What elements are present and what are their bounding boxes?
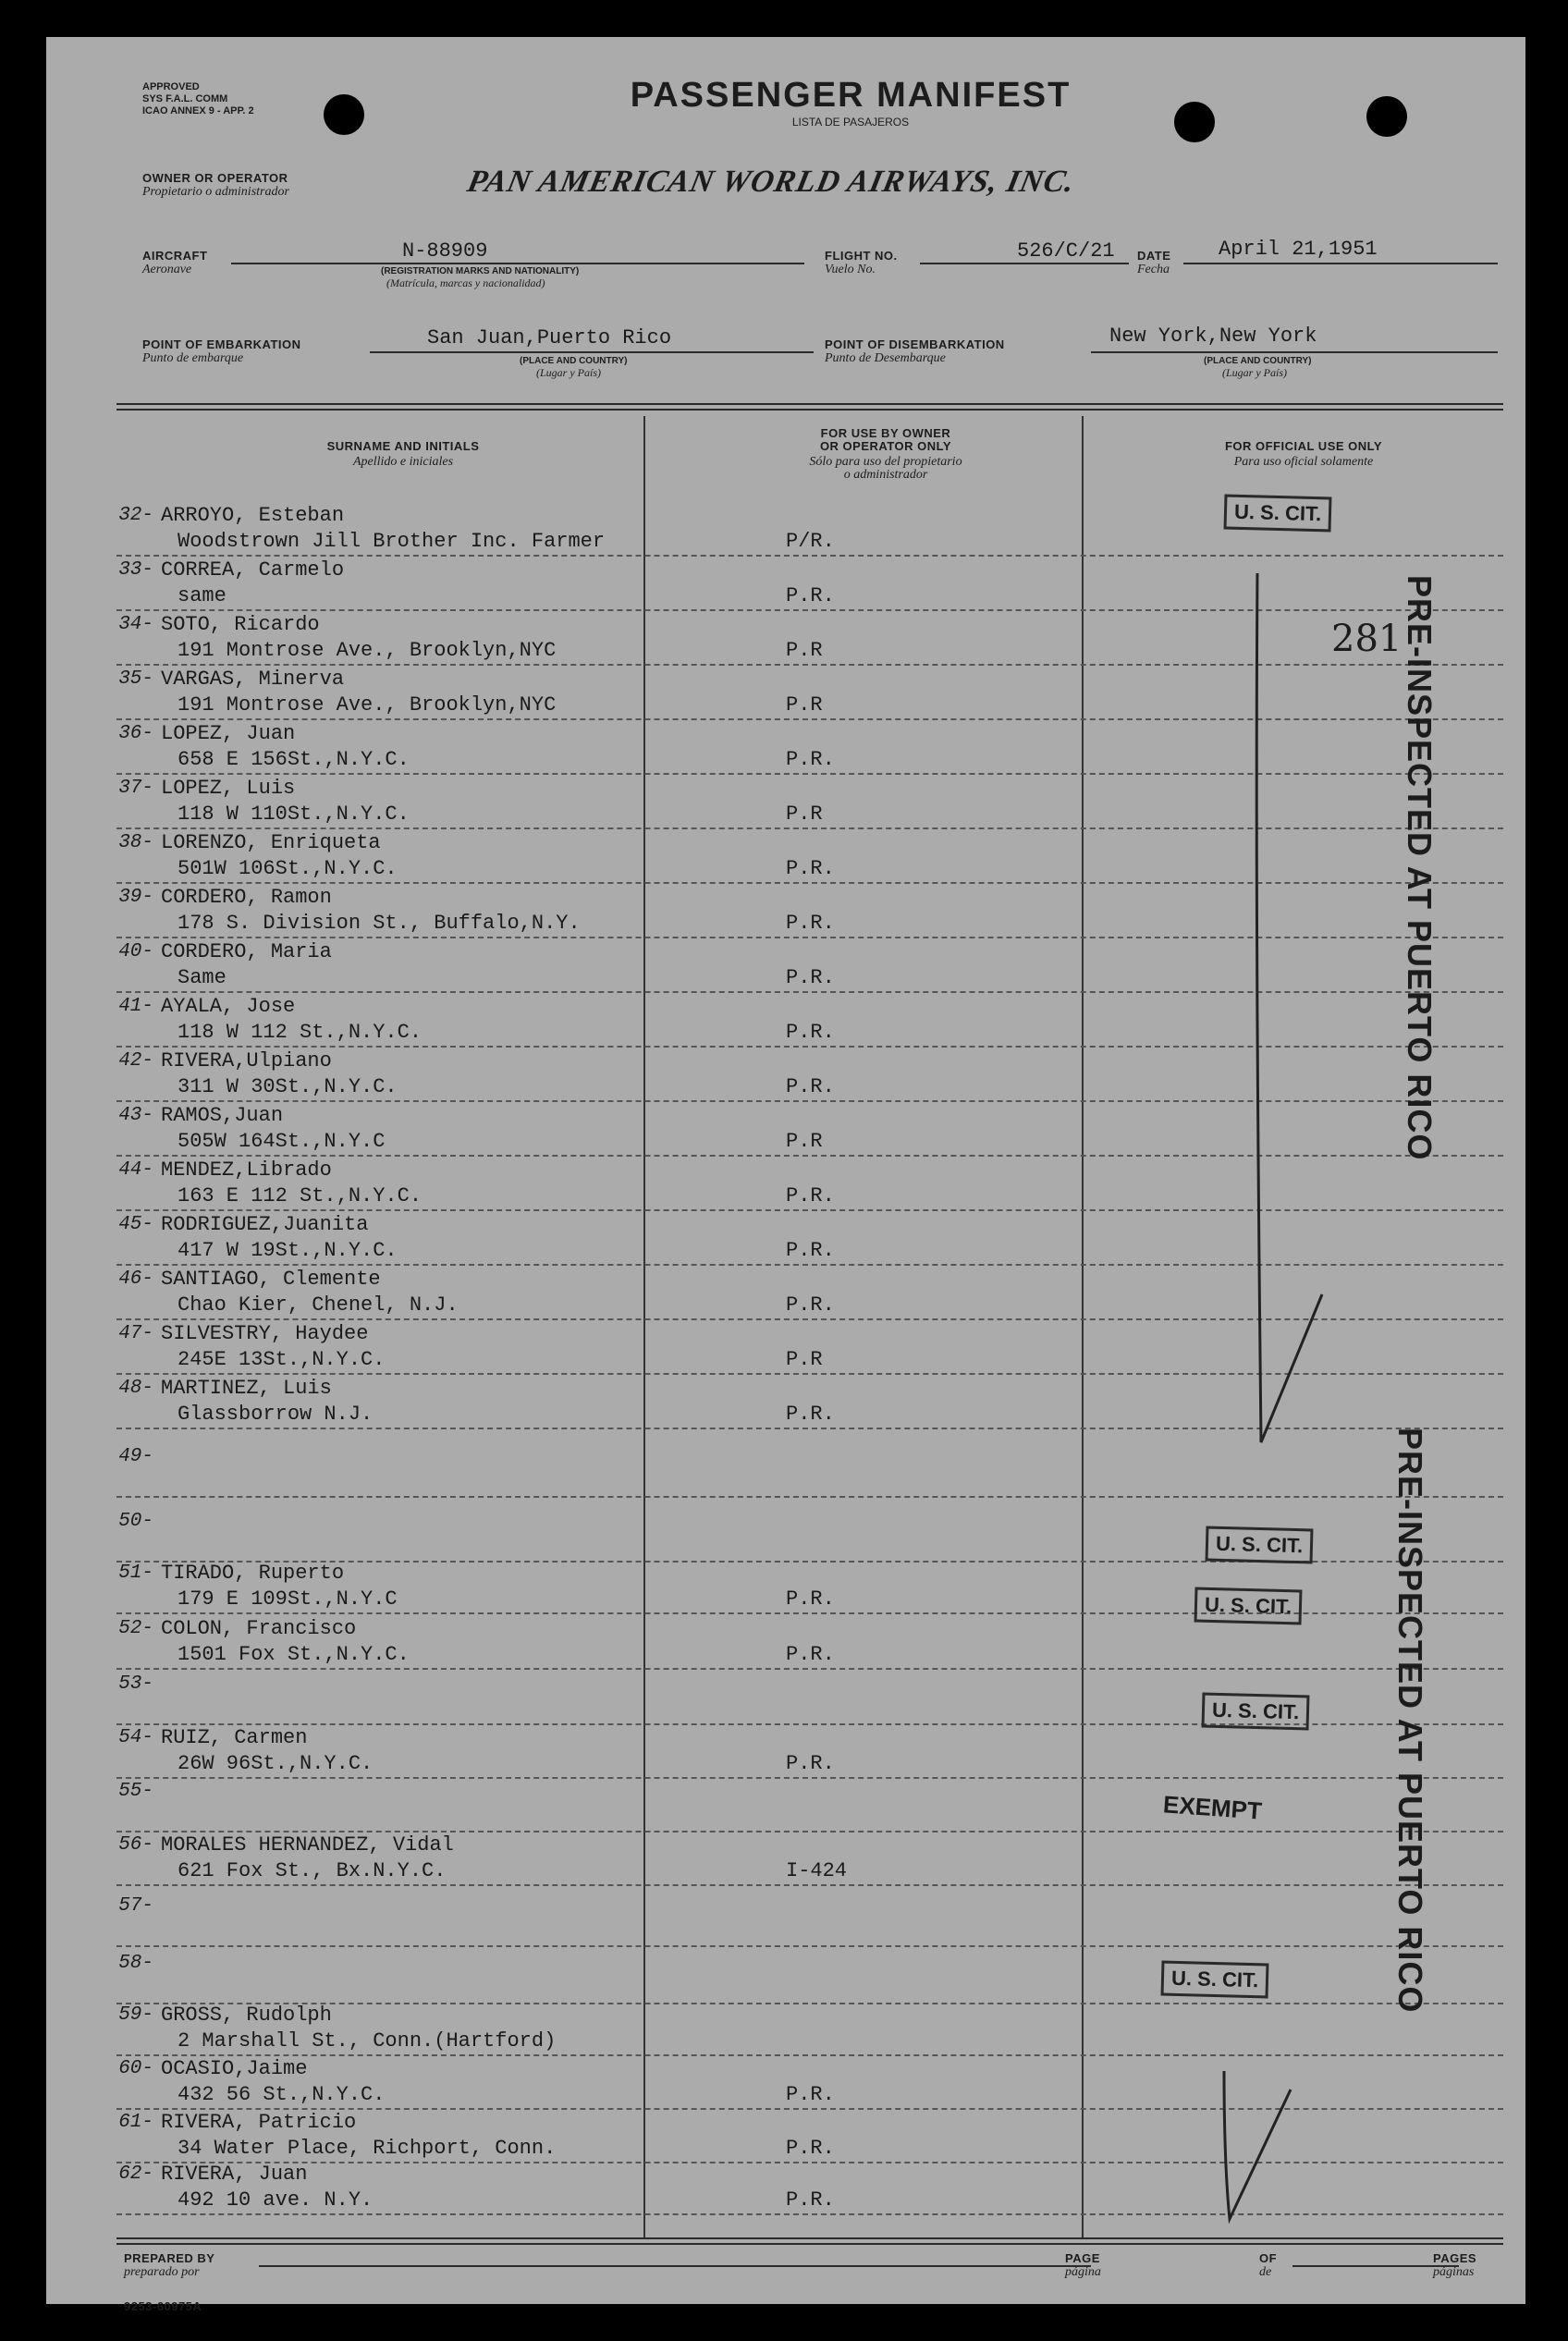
preinspected-stamp: PRE-INSPECTED AT PUERTO RICO: [1401, 575, 1439, 1161]
entry-code: P.R.: [786, 1184, 835, 1207]
entry-address: 179 E 109St.,N.Y.C: [178, 1587, 398, 1611]
col-surname-heading: SURNAME AND INITIALS: [326, 439, 480, 453]
col-official-heading-es: Para uso oficial solamente: [1233, 455, 1374, 469]
entry-name: CORREA, Carmelo: [161, 558, 345, 582]
entry-code: P.R.: [786, 584, 835, 607]
entry-address: 311 W 30St.,N.Y.C.: [178, 1075, 398, 1098]
entry-code: P.R.: [786, 857, 835, 880]
entry-name: LOPEZ, Luis: [161, 777, 296, 800]
entry-name: MARTINEZ, Luis: [161, 1377, 332, 1400]
approval-line: ICAO ANNEX 9 - APP. 2: [142, 105, 254, 116]
entry-address: 163 E 112 St.,N.Y.C.: [178, 1184, 423, 1207]
owner-label: OWNER OR OPERATOR: [142, 171, 288, 185]
entry-name: RAMOS,Juan: [161, 1104, 284, 1127]
punch-hole: [1366, 96, 1407, 137]
entry-number: 57-: [118, 1895, 153, 1917]
flight-label: FLIGHT NO.: [825, 249, 898, 263]
entry-number: 38-: [118, 832, 153, 853]
entry-number: 44-: [118, 1159, 153, 1181]
entry-code: P.R.: [786, 2137, 835, 2160]
flight-label-es: Vuelo No.: [825, 263, 876, 276]
entry-code: P.R.: [786, 2083, 835, 2106]
entry-number: 36-: [118, 723, 153, 744]
column-divider: [1082, 416, 1084, 2237]
entry-name: RODRIGUEZ,Juanita: [161, 1213, 369, 1236]
entry-address: 118 W 112 St.,N.Y.C.: [178, 1021, 423, 1044]
entry-name: RIVERA,Ulpiano: [161, 1049, 332, 1072]
row-rule: [116, 1831, 1503, 1832]
col-surname-heading-es: Apellido e iniciales: [352, 455, 454, 469]
disembark-place-note-es: (Lugar y País): [1222, 366, 1287, 379]
row-rule: [116, 1884, 1503, 1886]
aircraft-label-es: Aeronave: [142, 263, 192, 276]
entry-code: P.R: [786, 693, 823, 717]
footer-rule: [116, 2243, 1503, 2245]
entry-address: 492 10 ave. N.Y.: [178, 2188, 374, 2212]
entry-code: P.R: [786, 803, 823, 826]
entry-name: CORDERO, Ramon: [161, 886, 332, 909]
entry-name: MORALES HERNANDEZ, Vidal: [161, 1833, 454, 1857]
check-mark-icon: [1202, 2053, 1331, 2228]
entry-code: P.R.: [786, 1403, 835, 1426]
us-cit-stamp: U. S. CIT.: [1206, 1526, 1314, 1563]
entry-address: 505W 164St.,N.Y.C: [178, 1130, 386, 1153]
aircraft-label: AIRCRAFT: [142, 249, 208, 263]
footer-rule: [116, 2237, 1503, 2239]
entry-name: SANTIAGO, Clemente: [161, 1268, 381, 1291]
prepared-label-es: preparado por: [124, 2265, 200, 2279]
disembark-place-note: (PLACE AND COUNTRY): [1204, 356, 1312, 366]
pages-label: PAGES: [1433, 2251, 1477, 2265]
page-title: PASSENGER MANIFEST: [630, 76, 1072, 115]
row-rule: [116, 1496, 1503, 1498]
entry-code: P.R: [786, 1130, 823, 1153]
entry-name: TIRADO, Ruperto: [161, 1562, 345, 1585]
pages-label-es: páginas: [1433, 2265, 1475, 2279]
page-label-es: página: [1065, 2265, 1101, 2279]
entry-address: 1501 Fox St.,N.Y.C.: [178, 1643, 410, 1666]
entry-number: 50-: [118, 1511, 153, 1532]
entry-number: 43-: [118, 1105, 153, 1126]
of-label: OF: [1259, 2251, 1278, 2265]
date-label-es: Fecha: [1137, 263, 1170, 276]
row-rule: [116, 1945, 1503, 1947]
entry-code: P.R: [786, 1348, 823, 1371]
punch-hole: [324, 94, 364, 135]
entry-name: RIVERA, Patricio: [161, 2111, 357, 2134]
embark-label: POINT OF EMBARKATION: [142, 337, 301, 351]
punch-hole: [1174, 102, 1215, 142]
entry-address: 191 Montrose Ave., Brooklyn,NYC: [178, 639, 557, 662]
entry-code: P.R.: [786, 1293, 835, 1317]
entry-address: 26W 96St.,N.Y.C.: [178, 1752, 374, 1775]
entry-code: P.R.: [786, 966, 835, 989]
embark-value: San Juan,Puerto Rico: [427, 326, 672, 349]
entry-address: Woodstrown Jill Brother Inc. Farmer: [178, 530, 606, 553]
entry-name: COLON, Francisco: [161, 1617, 357, 1640]
entry-code: P.R.: [786, 748, 835, 771]
of-label-es: de: [1259, 2265, 1272, 2279]
owner-label-es: Propietario o administrador: [142, 185, 289, 199]
us-cit-stamp: U. S. CIT.: [1224, 494, 1332, 532]
entry-code: P.R.: [786, 1587, 835, 1611]
approval-line: APPROVED: [142, 81, 200, 92]
entry-name: AYALA, Jose: [161, 995, 296, 1018]
entry-code: P.R: [786, 639, 823, 662]
aircraft-value: N-88909: [402, 239, 488, 263]
header-rule: [116, 403, 1503, 405]
registration-note-es: (Matrícula, marcas y nacionalidad): [386, 276, 545, 289]
entry-code: P/R.: [786, 530, 835, 553]
entry-number: 42-: [118, 1050, 153, 1072]
entry-address: same: [178, 584, 227, 607]
entry-name: LOPEZ, Juan: [161, 722, 296, 745]
entry-number: 52-: [118, 1618, 153, 1639]
row-rule: [116, 1777, 1503, 1779]
entry-name: SILVESTRY, Haydee: [161, 1322, 369, 1345]
entry-number: 60-: [118, 2058, 153, 2079]
entry-number: 41-: [118, 996, 153, 1017]
entry-name: RUIZ, Carmen: [161, 1726, 308, 1749]
entry-number: 39-: [118, 887, 153, 908]
entry-number: 58-: [118, 1953, 153, 1974]
entry-address: 621 Fox St., Bx.N.Y.C.: [178, 1859, 447, 1882]
entry-address: 34 Water Place, Richport, Conn.: [178, 2137, 557, 2160]
entry-address: 178 S. Division St., Buffalo,N.Y.: [178, 912, 581, 935]
exempt-stamp: EXEMPT: [1162, 1790, 1263, 1825]
header-rule: [116, 409, 1503, 411]
col-owner-heading-es: Sólo para uso del propietario: [809, 455, 962, 469]
form-number: 9253-60975A: [124, 2299, 202, 2313]
entry-code: I-424: [786, 1859, 848, 1882]
entry-code: P.R.: [786, 1075, 835, 1098]
entry-address: Same: [178, 966, 227, 989]
entry-name: GROSS, Rudolph: [161, 2004, 332, 2027]
date-label: DATE: [1137, 249, 1171, 263]
page-label: PAGE: [1065, 2251, 1100, 2265]
entry-number: 55-: [118, 1781, 153, 1802]
entry-number: 33-: [118, 559, 153, 581]
entry-address: 432 56 St.,N.Y.C.: [178, 2083, 386, 2106]
entry-name: CORDERO, Maria: [161, 940, 332, 963]
entry-name: MENDEZ,Librado: [161, 1158, 332, 1182]
entry-number: 59-: [118, 2004, 153, 2026]
col-owner-heading-es: o administrador: [843, 468, 928, 482]
entry-code: P.R.: [786, 1643, 835, 1666]
entry-number: 34-: [118, 614, 153, 635]
page-subtitle: LISTA DE PASAJEROS: [791, 116, 910, 129]
approval-line: SYS F.A.L. COMM: [142, 93, 228, 104]
manifest-page: [46, 37, 1525, 2313]
registration-note: (REGISTRATION MARKS AND NATIONALITY): [381, 266, 580, 276]
entry-number: 46-: [118, 1269, 153, 1290]
col-owner-heading: OR OPERATOR ONLY: [819, 439, 952, 453]
entry-number: 35-: [118, 668, 153, 690]
handwritten-number: 281: [1331, 618, 1403, 660]
entry-address: Chao Kier, Chenel, N.J.: [178, 1293, 459, 1317]
preinspected-stamp: PRE-INSPECTED AT PUERTO RICO: [1391, 1428, 1429, 2014]
entry-code: P.R.: [786, 1752, 835, 1775]
us-cit-stamp: U. S. CIT.: [1194, 1587, 1303, 1624]
disembark-label-es: Punto de Desembarque: [825, 351, 946, 365]
entry-number: 32-: [118, 505, 153, 526]
embark-place-note-es: (Lugar y País): [536, 366, 601, 379]
entry-address: 417 W 19St.,N.Y.C.: [178, 1239, 398, 1262]
entry-address: 2 Marshall St., Conn.(Hartford): [178, 2029, 557, 2053]
entry-address: 118 W 110St.,N.Y.C.: [178, 803, 410, 826]
owner-value: PAN AMERICAN WORLD AIRWAYS, INC.: [464, 165, 1079, 199]
entry-name: RIVERA, Juan: [161, 2163, 308, 2186]
entry-address: 245E 13St.,N.Y.C.: [178, 1348, 386, 1371]
entry-name: OCASIO,Jaime: [161, 2057, 308, 2080]
col-owner-heading: FOR USE BY OWNER: [820, 426, 951, 440]
embark-place-note: (PLACE AND COUNTRY): [520, 356, 628, 366]
entry-code: P.R.: [786, 1239, 835, 1262]
entry-number: 56-: [118, 1834, 153, 1856]
entry-number: 40-: [118, 941, 153, 962]
entry-code: P.R.: [786, 1021, 835, 1044]
entry-code: P.R.: [786, 912, 835, 935]
entry-number: 49-: [118, 1446, 153, 1467]
column-divider: [643, 416, 645, 2237]
entry-name: SOTO, Ricardo: [161, 613, 320, 636]
entry-number: 45-: [118, 1214, 153, 1235]
flight-value: 526/C/21: [1017, 239, 1115, 263]
us-cit-stamp: U. S. CIT.: [1202, 1692, 1310, 1730]
entry-name: VARGAS, Minerva: [161, 668, 345, 691]
entry-number: 51-: [118, 1563, 153, 1584]
entry-address: 191 Montrose Ave., Brooklyn,NYC: [178, 693, 557, 717]
check-mark-icon: [1230, 555, 1359, 1461]
entry-code: P.R.: [786, 2188, 835, 2212]
entry-address: Glassborrow N.J.: [178, 1403, 374, 1426]
entry-number: 37-: [118, 778, 153, 799]
disembark-value: New York,New York: [1109, 325, 1317, 348]
entry-name: ARROYO, Esteban: [161, 504, 345, 527]
prepared-label: PREPARED BY: [124, 2251, 215, 2265]
entry-number: 53-: [118, 1673, 153, 1695]
us-cit-stamp: U. S. CIT.: [1161, 1960, 1269, 1998]
entry-number: 47-: [118, 1323, 153, 1344]
entry-address: 658 E 156St.,N.Y.C.: [178, 748, 410, 771]
row-rule: [116, 1668, 1503, 1670]
entry-name: LORENZO, Enriqueta: [161, 831, 381, 854]
entry-address: 501W 106St.,N.Y.C.: [178, 857, 398, 880]
col-official-heading: FOR OFFICIAL USE ONLY: [1224, 439, 1383, 453]
date-value: April 21,1951: [1219, 238, 1378, 261]
entry-number: 61-: [118, 2112, 153, 2133]
disembark-label: POINT OF DISEMBARKATION: [825, 337, 1005, 351]
entry-number: 54-: [118, 1727, 153, 1748]
entry-number: 62-: [118, 2163, 153, 2185]
entry-number: 48-: [118, 1378, 153, 1399]
embark-label-es: Punto de embarque: [142, 351, 244, 365]
